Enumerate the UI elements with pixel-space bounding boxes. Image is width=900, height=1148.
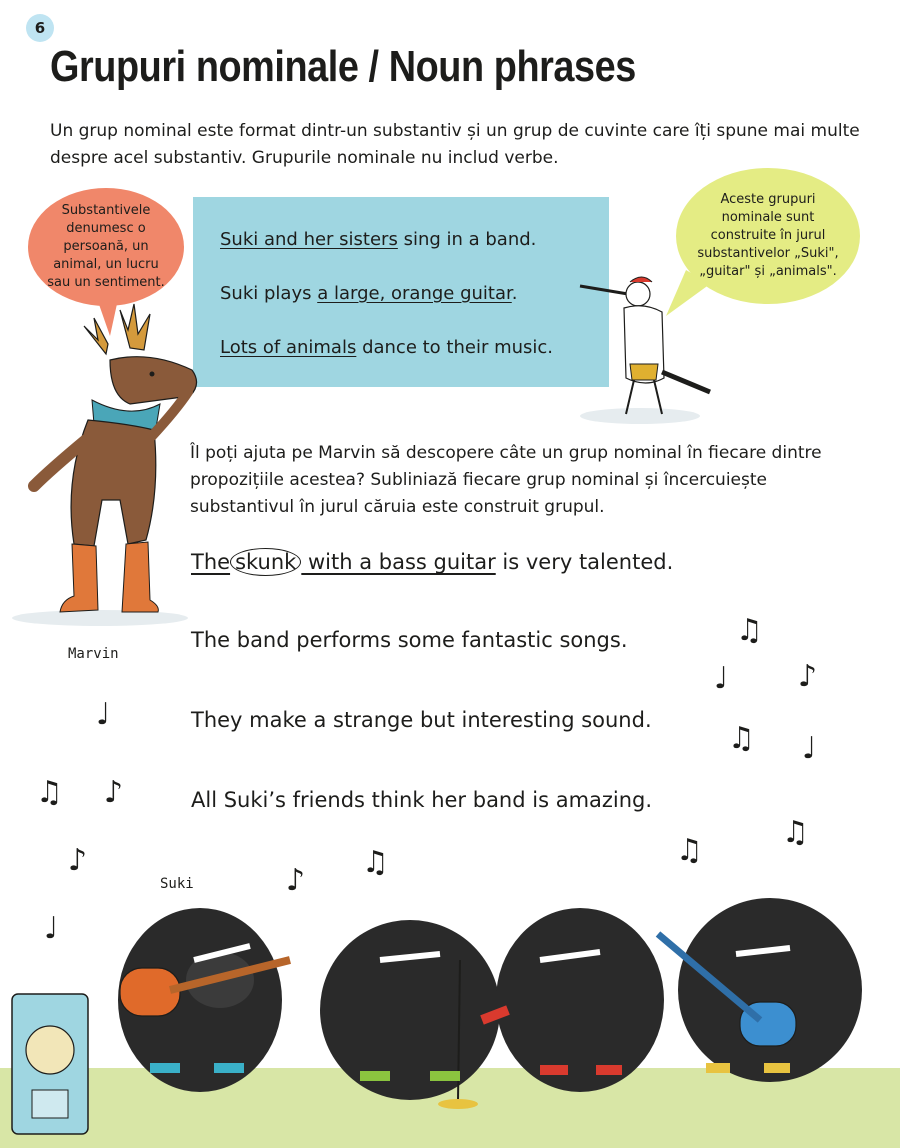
music-note-icon: ♫	[728, 721, 755, 756]
intro-paragraph: Un grup nominal este format dintr-un substantiv și un grup de cuvinte care îți spune mai multe despre acel substantiv. Grupurile nominale nu includ verbe.	[50, 121, 860, 168]
exercise-sentence-4[interactable]: All Suki’s friends think her band is amazing.	[191, 788, 653, 812]
example-3-post: dance to their music.	[356, 337, 554, 358]
skunk-singer	[320, 920, 500, 1109]
music-note-icon: ♫	[782, 815, 809, 850]
music-note-icon: ♩	[802, 731, 817, 766]
instructions-paragraph: Îl poți ajuta pe Marvin să descopere câte un grup nominal în fiecare dintre propozițiile acestea? Subliniază fiecare grup nominal și încercuiește substantivul în jurul căruia este construit grupul.	[190, 443, 822, 517]
marvin-label: Marvin	[68, 646, 119, 662]
speech-bubble-left	[28, 188, 184, 306]
example-1-noun-phrase: Suki and her sisters	[220, 229, 398, 250]
sample-noun-phrase	[191, 550, 496, 574]
music-note-icon: ♪	[798, 659, 818, 694]
music-note-icon: ♫	[736, 613, 763, 648]
music-note-icon: ♪	[68, 843, 88, 878]
music-note-icon: ♪	[104, 775, 124, 810]
example-2-pre: Suki plays	[220, 283, 318, 304]
woodpecker-illustration	[570, 268, 720, 428]
sample-determiner: The	[191, 550, 231, 574]
speech-bubble-right-text: Aceste grupuri nominale sunt construite în jurul substantivelor „Suki", „guitar" și „animals".	[697, 192, 839, 279]
music-note-icon: ♫	[36, 775, 63, 810]
skunk-bassist	[658, 898, 862, 1082]
example-sentence-3	[220, 337, 553, 358]
exercise-sentence-3[interactable]: They make a strange but interesting sound.	[191, 708, 652, 732]
music-note-icon: ♩	[714, 661, 729, 696]
skunk-band-illustration	[110, 890, 890, 1140]
page-title: Grupuri nominale / Noun phrases	[50, 42, 636, 91]
example-sentence-1	[220, 229, 536, 250]
sample-phrase-tail: with a bass guitar	[301, 550, 496, 574]
music-note-icon: ♪	[286, 863, 306, 898]
example-sentence-2	[220, 283, 518, 304]
example-3-noun-phrase: Lots of animals	[220, 337, 357, 358]
page-number: 6	[26, 14, 54, 42]
examples-box	[193, 197, 609, 387]
example-1-post: sing in a band.	[397, 229, 537, 250]
music-note-icon: ♩	[96, 697, 111, 732]
suki-label: Suki	[160, 876, 194, 892]
sample-circled-noun: skunk	[230, 548, 301, 576]
example-2-noun-phrase: a large, orange guitar	[317, 283, 512, 304]
skunk-dancer	[482, 908, 664, 1092]
skunk-suki	[118, 908, 290, 1092]
moose-illustration	[10, 300, 210, 630]
exercise-sentence-1	[191, 548, 673, 576]
music-note-icon: ♫	[362, 845, 389, 880]
example-2-post: .	[511, 283, 518, 304]
exercise-sentence-2[interactable]: The band performs some fantastic songs.	[191, 628, 628, 652]
speaker-illustration	[10, 980, 100, 1140]
music-note-icon: ♫	[676, 833, 703, 868]
sample-sentence-rest: is very talented.	[495, 550, 674, 574]
music-note-icon: ♩	[44, 911, 59, 946]
speech-bubble-left-text: Substantivele denumesc o persoană, un animal, un lucru sau un sentiment.	[47, 203, 165, 290]
